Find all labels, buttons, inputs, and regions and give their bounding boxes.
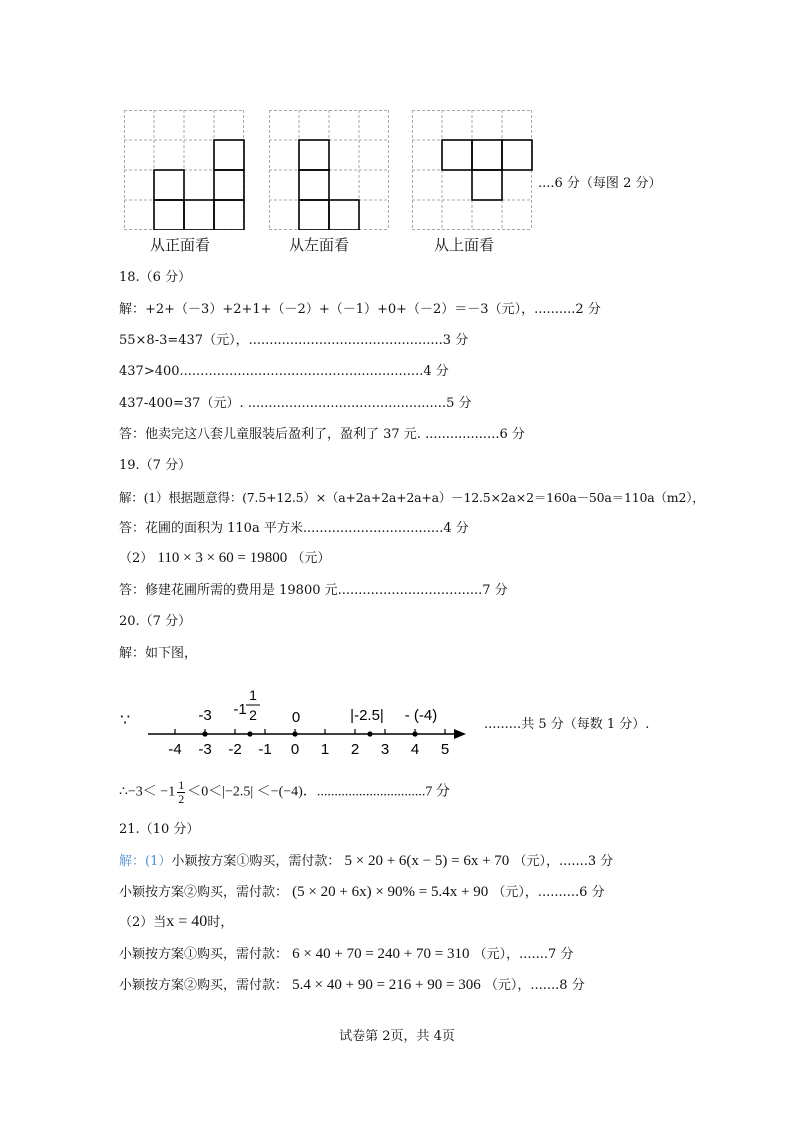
because-symbol: ∵ (120, 710, 131, 729)
axis-tick-label: 5 (440, 741, 450, 758)
label-zero: 0 (291, 709, 301, 726)
q19-part2-math: 110 × 3 × 60 = 19800 (157, 550, 288, 566)
q20-score-note: .........共 5 分（每数 1 分）. (484, 717, 650, 732)
axis-arrow-icon (454, 729, 466, 739)
left-view-figure (269, 110, 393, 230)
label-neg3: -3 (198, 707, 212, 724)
ineq-start: ∴−3＜ −1 (119, 784, 176, 800)
q18-line-3: 437>400...........................................................4 分 (119, 364, 449, 379)
q21-l1-math: 5 × 20 + 6(x − 5) = 6x + 70 (344, 853, 510, 869)
q18-line-4: 437-400=37（元）. ................................................5 分 (119, 396, 472, 411)
views-score-note: ....6 分（每图 2 分） (538, 176, 662, 191)
q21-line-5 (119, 977, 585, 994)
q18-line-1: 解：+2+（－3）+2+1+（－2）+（－1）+0+（－2）＝－3（元），..........2 分 (119, 302, 601, 317)
axis-tick-label: 4 (410, 741, 420, 758)
q21-l1-text: 小颖按方案①购买，需付款： (171, 854, 341, 869)
q19-part2-label: （2） (119, 551, 154, 566)
label-negneg: - (-4) (404, 707, 438, 724)
label-mixed-whole: -1 (233, 701, 247, 718)
q21-l4-text: 小颖按方案①购买，需付款： (119, 947, 289, 962)
number-point (412, 731, 417, 736)
q21-l1-prefix: 解：(1） (119, 854, 172, 869)
q21-l2-suffix: （元），..........6 分 (492, 885, 605, 900)
q21-l5-math: 5.4 × 40 + 90 = 216 + 90 = 306 (292, 977, 481, 993)
caption-front-view: 从正面看 (150, 236, 211, 254)
axis-tick-label: 0 (290, 741, 300, 758)
q21-l4-suffix: （元），.......7 分 (473, 947, 574, 962)
q21-l5-suffix: （元），.......8 分 (484, 978, 585, 993)
axis-tick-label: 1 (320, 741, 330, 758)
top-view-figure (412, 110, 536, 230)
front-view-figure (124, 110, 248, 230)
q18-line-2: 55×8-3=437（元），...............................................3 分 (119, 333, 469, 348)
q19-line-4: 答：修建花圃所需的费用是 19800 元...................................7 分 (119, 583, 508, 598)
q21-l3-math: x = 40 (166, 913, 208, 930)
label-mixed-den: 2 (249, 707, 257, 723)
q21-l2-text: 小颖按方案②购买，需付款： (119, 885, 289, 900)
axis-tick-label: -1 (258, 741, 272, 758)
q18-line-5: 答：他卖完这八套儿童服装后盈利了，盈利了 37 元. ..................6 分 (119, 427, 525, 442)
caption-left-view: 从左面看 (289, 236, 350, 254)
q19-line-3 (119, 550, 330, 567)
q18-heading: 18.（6 分） (119, 270, 192, 285)
q21-line-2 (119, 884, 605, 901)
q21-l3-prefix: （2）当 (119, 915, 167, 930)
axis-tick-label: -3 (198, 741, 212, 758)
number-line (140, 680, 480, 760)
q21-l2-math: (5 × 20 + 6x) × 90% = 5.4x + 90 (292, 884, 489, 900)
axis-tick-label: 2 (350, 741, 360, 758)
q21-line-4 (119, 946, 573, 963)
q19-heading: 19.（7 分） (119, 458, 192, 473)
page-footer: 试卷第 2页，共 4页 (339, 1029, 455, 1044)
number-point (292, 731, 297, 736)
axis-tick-label: -2 (228, 741, 242, 758)
q21-line-1 (119, 853, 613, 870)
q20-intro: 解：如下图， (119, 646, 198, 661)
ineq-frac-den: 2 (178, 792, 185, 806)
q19-line-1: 解：(1）根据题意得：(7.5+12.5）×（a+2a+2a+2a+a）－12.5×2a×2＝160a－50a＝110a（m2）， (119, 490, 705, 505)
q21-line-3 (119, 914, 233, 931)
q20-heading: 20.（7 分） (119, 614, 192, 629)
label-mixed-num: 1 (249, 687, 257, 703)
ineq-frac-num: 1 (178, 778, 185, 792)
axis-tick-label: -4 (168, 741, 182, 758)
q20-inequality (119, 779, 450, 806)
ineq-rest: ＜0＜|−2.5| ＜−(−4)．...............................7 分 (187, 784, 450, 800)
q21-l1-suffix: （元），.......3 分 (513, 854, 614, 869)
number-point (202, 731, 207, 736)
axis-tick-label: 3 (380, 741, 390, 758)
label-abs: |-2.5| (350, 707, 384, 724)
caption-top-view: 从上面看 (434, 236, 495, 254)
q21-l4-math: 6 × 40 + 70 = 240 + 70 = 310 (292, 946, 470, 962)
q21-l5-text: 小颖按方案②购买，需付款： (119, 978, 289, 993)
q19-line-2: 答：花圃的面积为 110a 平方米..................................4 分 (119, 521, 469, 536)
q21-l3-suffix: 时， (207, 915, 234, 930)
q19-part2-unit: （元） (291, 551, 331, 566)
number-point (247, 731, 252, 736)
q21-heading: 21.（10 分） (119, 822, 200, 837)
number-point (367, 731, 372, 736)
